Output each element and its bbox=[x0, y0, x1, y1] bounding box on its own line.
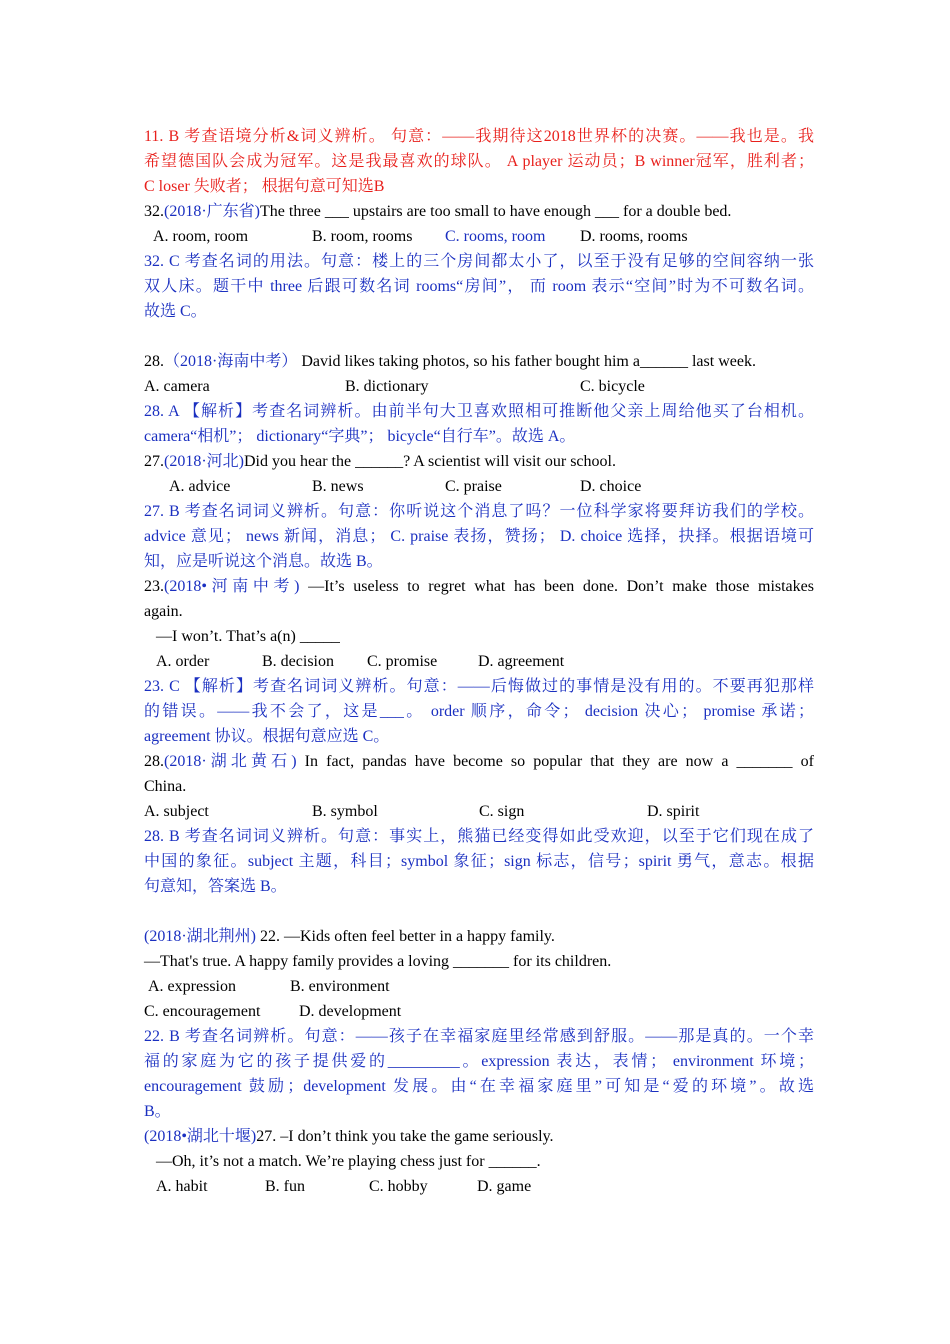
answer-32 bbox=[144, 249, 814, 324]
answer-line: 知，应是听说这个消息。故选 B。 bbox=[144, 553, 383, 570]
answer-line: 双人床。题干中 three 后跟可数名词 rooms“房间”， 而 room 表示“空间”时为不可数名词。 bbox=[144, 278, 814, 295]
answer-line: 福的家庭为它的孩子提供爱的_________。expression 表达，表情； environment 环境； bbox=[144, 1053, 814, 1070]
question-32 bbox=[144, 199, 814, 249]
question-options-1 bbox=[144, 974, 814, 999]
question-options bbox=[144, 374, 814, 399]
question-options bbox=[144, 224, 814, 249]
answer-line: 11. B 考查语境分析&词义辨析。 句意：——我期待这2018世界杯的决赛。——我也是。我 bbox=[144, 128, 814, 145]
question-23-henan bbox=[144, 574, 814, 674]
answer-line: agreement 协议。根据句意应选 C。 bbox=[144, 728, 390, 745]
question-27-shiyan bbox=[144, 1124, 814, 1199]
answer-line: camera“相机”； dictionary“字典”； bicycle“自行车”。故选 A。 bbox=[144, 428, 576, 445]
option-a: A. advice bbox=[169, 478, 231, 495]
option-b: B. symbol bbox=[312, 803, 378, 820]
option-c: C. praise bbox=[445, 478, 502, 495]
question-reply: —Oh, it’s not a match. We’re playing chess just for ______. bbox=[156, 1153, 541, 1170]
answer-27-hebei bbox=[144, 499, 814, 574]
question-options bbox=[144, 474, 814, 499]
option-c: C. encouragement bbox=[144, 1003, 261, 1020]
answer-line: C loser 失败者； 根据句意可知选B bbox=[144, 178, 385, 195]
document-page bbox=[144, 124, 814, 1199]
option-d: D. rooms, rooms bbox=[580, 228, 688, 245]
question-28-huangshi bbox=[144, 749, 814, 824]
option-d: D. game bbox=[477, 1178, 532, 1195]
option-b: B. decision bbox=[262, 653, 334, 670]
question-28-hainan bbox=[144, 349, 814, 399]
answer-line: 32. C 考查名词的用法。句意：楼上的三个房间都太小了，以至于没有足够的空间容纳一张 bbox=[144, 253, 814, 270]
option-b: B. environment bbox=[290, 978, 390, 995]
answer-line: 27. B 考查名词词义辨析。句意：你听说这个消息了吗？一位科学家将要拜访我们的学校。 bbox=[144, 503, 814, 520]
option-d: D. spirit bbox=[647, 803, 700, 820]
option-a: A. subject bbox=[144, 803, 209, 820]
answer-line: 希望德国队会成为冠军。这是我最喜欢的球队。 A player 运动员；B winner冠军，胜利者； bbox=[144, 153, 814, 170]
question-options bbox=[144, 799, 814, 824]
answer-line: 的错误。——我不会了，这是___。 order 顺序，命令； decision 决心； promise 承诺； bbox=[144, 703, 814, 720]
answer-line: encouragement 鼓励；development 发展。由“在幸福家庭里”可知是“爱的环境”。故选 bbox=[144, 1078, 814, 1095]
answer-22-jingzhou bbox=[144, 1024, 814, 1124]
option-d: D. choice bbox=[580, 478, 642, 495]
option-d: D. development bbox=[299, 1003, 402, 1020]
question-options-2 bbox=[144, 999, 814, 1024]
question-stem-cont: again. bbox=[144, 603, 183, 620]
question-reply: —I won’t. That’s a(n) _____ bbox=[156, 628, 340, 645]
answer-line: 22. B 考查名词辨析。句意：——孩子在幸福家庭里经常感到舒服。——那是真的。一个幸 bbox=[144, 1028, 814, 1045]
option-a: A. camera bbox=[144, 378, 210, 395]
option-b: B. fun bbox=[265, 1178, 305, 1195]
answer-line: B。 bbox=[144, 1103, 171, 1120]
question-stem: 27.(2018·河北)Did you hear the ______? A scientist will visit our school. bbox=[144, 453, 616, 470]
option-b: B. room, rooms bbox=[312, 228, 413, 245]
question-stem: 32.(2018·广东省)The three ___ upstairs are too small to have enough ___ for a double bed. bbox=[144, 203, 732, 220]
answer-line: 28. B 考查名词词义辨析。句意：事实上，熊猫已经变得如此受欢迎，以至于它们现在成了 bbox=[144, 828, 814, 845]
answer-11 bbox=[144, 124, 814, 199]
option-c: C. hobby bbox=[369, 1178, 428, 1195]
option-c: C. sign bbox=[479, 803, 525, 820]
answer-28-hainan bbox=[144, 399, 814, 449]
question-27-hebei bbox=[144, 449, 814, 499]
question-stem: 28.（2018·海南中考） David likes taking photos, so his father bought him a______ last week. bbox=[144, 353, 756, 370]
answer-28-huangshi bbox=[144, 824, 814, 899]
question-22-jingzhou bbox=[144, 924, 814, 1024]
answer-line: 句意知，答案选 B。 bbox=[144, 878, 287, 895]
option-c: C. promise bbox=[367, 653, 438, 670]
answer-line: 23. C 【解析】考查名词词义辨析。句意：——后悔做过的事情是没有用的。不要再犯那样 bbox=[144, 678, 814, 695]
option-c: C. rooms, room bbox=[445, 228, 546, 245]
option-c: C. bicycle bbox=[580, 378, 645, 395]
option-b: B. news bbox=[312, 478, 364, 495]
answer-line: 中国的象征。subject 主题，科目；symbol 象征；sign 标志，信号；spirit 勇气，意志。根据 bbox=[144, 853, 814, 870]
option-a: A. expression bbox=[148, 978, 236, 995]
question-stem: 23.(2018•河南中考) —It’s useless to regret what has been done. Don’t make those mistakes bbox=[144, 578, 814, 595]
option-d: D. agreement bbox=[478, 653, 565, 670]
question-stem: (2018·湖北荆州) 22. —Kids often feel better in a happy family. bbox=[144, 928, 555, 945]
question-stem: 28.(2018·湖北黄石) In fact, pandas have become so popular that they are now a _______ of bbox=[144, 753, 814, 770]
question-stem-cont: China. bbox=[144, 778, 187, 795]
option-a: A. order bbox=[156, 653, 210, 670]
question-options bbox=[144, 649, 814, 674]
option-a: A. habit bbox=[156, 1178, 208, 1195]
option-a: A. room, room bbox=[153, 228, 249, 245]
answer-line: advice 意见； news 新闻，消息； C. praise 表扬，赞扬； D. choice 选择，抉择。根据语境可 bbox=[144, 528, 814, 545]
answer-line: 故选 C。 bbox=[144, 303, 207, 320]
answer-23-henan bbox=[144, 674, 814, 749]
question-reply: —That's true. A happy family provides a loving _______ for its children. bbox=[144, 953, 612, 970]
question-options bbox=[144, 1174, 814, 1199]
option-b: B. dictionary bbox=[345, 378, 429, 395]
answer-line: 28. A 【解析】考查名词辨析。由前半句大卫喜欢照相可推断他父亲上周给他买了台相机。 bbox=[144, 403, 814, 420]
question-stem: (2018•湖北十堰)27. –I don’t think you take the game seriously. bbox=[144, 1128, 554, 1145]
